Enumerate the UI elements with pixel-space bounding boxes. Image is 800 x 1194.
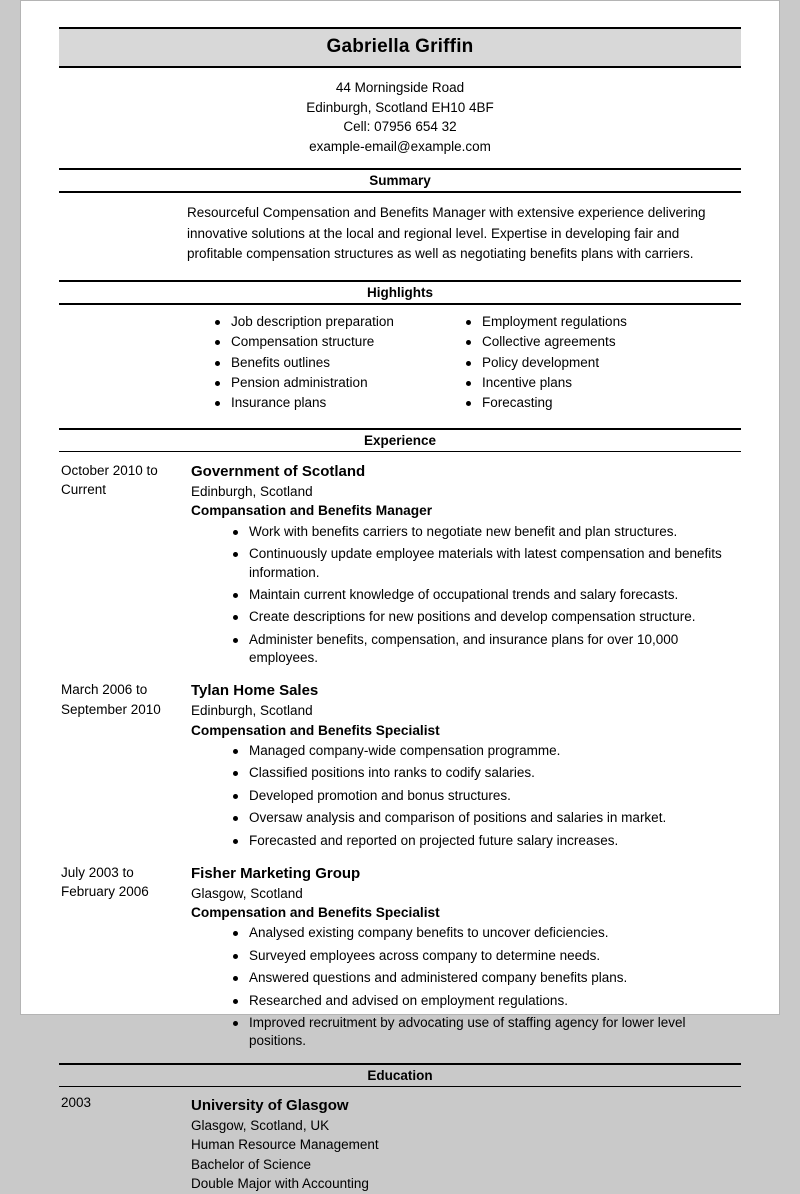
list-item: Answered questions and administered company benefits plans. [227,969,741,991]
highlights-column-left [59,313,400,414]
experience-dates: March 2006 to September 2010 [61,682,161,717]
list-item: Continuously update employee materials with latest compensation and benefits information. [227,545,741,586]
education-entry [59,1087,741,1194]
list-item: Managed company-wide compensation programme. [227,742,741,764]
job-title: Compensation and Benefits Specialist [191,722,440,738]
experience-details [191,680,741,853]
list-item: Collective agreements [460,333,741,353]
list-item: Incentive plans [460,374,741,394]
job-title: Compansation and Benefits Manager [191,503,433,519]
list-item: Insurance plans [209,394,400,414]
list-item: Job description preparation [209,313,400,333]
list-item: Improved recruitment by advocating use of staffing agency for lower level positions. [227,1014,741,1055]
list-item: Employment regulations [460,313,741,333]
section-heading-highlights: Highlights [59,280,741,305]
job-title: Compensation and Benefits Specialist [191,905,440,921]
list-item: Compensation structure [209,333,400,353]
degree: Bachelor of Science [191,1156,312,1172]
experience-dates: July 2003 to February 2006 [61,864,149,900]
resume-page [20,0,780,1192]
list-item: Researched and advised on employment regulations. [227,992,741,1014]
list-item: Work with benefits carriers to negotiate new benefit and plan structures. [227,523,741,545]
contact-block [59,68,741,160]
school-location: Glasgow, Scotland, UK [191,1117,330,1133]
list-item: Policy development [460,354,741,374]
experience-entry [59,452,741,671]
section-heading-summary: Summary [59,168,741,193]
contact-email-line: example-email@example.com [309,138,491,154]
list-item: Forecasting [460,394,741,414]
list-item: Forecasted and reported on projected future salary increases. [227,832,741,854]
employer-location: Edinburgh, Scotland [191,484,313,500]
employer-name: Tylan Home Sales [191,682,319,700]
education-year: 2003 [61,1094,92,1110]
list-item: Developed promotion and bonus structures. [227,787,741,809]
list-item: Create descriptions for new positions and develop compensation structure. [227,608,741,630]
contact-city-line: Edinburgh, Scotland EH10 4BF [306,99,494,115]
employer-location: Edinburgh, Scotland [191,703,313,719]
section-heading-experience: Experience [59,428,741,452]
list-item: Classified positions into ranks to codify salaries. [227,764,741,786]
school-name: University of Glasgow [191,1096,349,1114]
list-item: Pension administration [209,374,400,394]
summary-section [59,193,741,272]
major-note: Double Major with Accounting [191,1176,369,1192]
highlights-list-right [460,313,741,414]
list-item: Benefits outlines [209,354,400,374]
candidate-name: Gabriella Griffin [326,36,474,57]
experience-entry [59,854,741,1055]
summary-text: Resourceful Compensation and Benefits Manager with extensive experience delivering innovative solutions at the local and regional level. Expertise in developing fair and profitable compensation structures as well as negotiating benefits plans with carriers. [187,205,706,261]
list-item: Analysed existing company benefits to uncover deficiencies. [227,924,741,946]
list-item: Administer benefits, compensation, and insurance plans for over 10,000 employees. [227,631,741,672]
section-heading-education: Education [59,1063,741,1087]
field-of-study: Human Resource Management [191,1137,379,1153]
list-item: Maintain current knowledge of occupational trends and salary forecasts. [227,586,741,608]
highlights-column-right [400,313,741,414]
experience-details [191,461,741,671]
experience-dates: October 2010 to Current [61,463,158,498]
highlights-section [59,305,741,420]
experience-entry [59,671,741,853]
contact-phone-line: Cell: 07956 654 32 [343,119,457,135]
experience-details [191,863,741,1055]
list-item: Oversaw analysis and comparison of positions and salaries in market. [227,809,741,831]
highlights-list-left [209,313,400,414]
list-item: Surveyed employees across company to determine needs. [227,947,741,969]
experience-bullets [191,741,741,854]
experience-bullets [191,522,741,672]
employer-name: Fisher Marketing Group [191,864,361,882]
education-details [191,1095,741,1194]
name-header [59,27,741,68]
employer-location: Glasgow, Scotland [191,885,303,901]
employer-name: Government of Scotland [191,463,366,481]
contact-address-line: 44 Morningside Road [335,80,465,95]
